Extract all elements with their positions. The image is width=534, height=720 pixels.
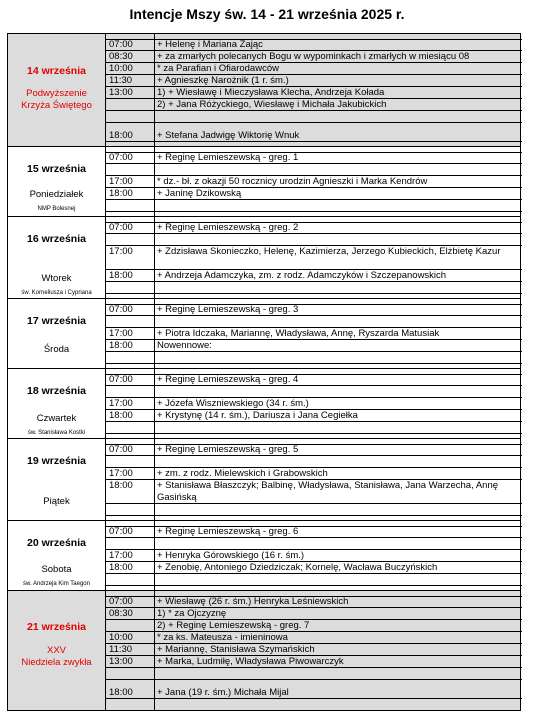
mass-intention-row <box>105 130 522 142</box>
mass-intention-row <box>105 304 522 316</box>
mass-intention-row <box>105 316 522 328</box>
day-label-cell <box>8 33 105 146</box>
mass-time: 18:00 <box>109 130 133 141</box>
day-name: Krzyża Świętego <box>21 100 92 111</box>
day-block <box>8 146 520 216</box>
mass-time: 18:00 <box>109 410 133 421</box>
mass-time: 18:00 <box>109 188 133 199</box>
mass-time: 07:00 <box>109 222 133 233</box>
day-name: Środa <box>43 344 70 355</box>
mass-intention-row <box>105 152 522 164</box>
intention-text: * za Parafian i Ofiarodawców <box>157 63 279 74</box>
mass-intention-row <box>105 444 522 456</box>
intention-text: + Agnieszkę Narożnik (1 r. śm.) <box>157 75 289 86</box>
mass-intention-row <box>105 386 522 398</box>
intention-text: + Stanisława Błaszczyk; Balbinę, Władysława, Stanisława, Jana Warzecha, Annę Gasińską <box>157 480 499 503</box>
column-divider <box>105 438 106 520</box>
mass-intention-row <box>105 620 522 632</box>
mass-time: 08:30 <box>109 51 133 62</box>
row-divider <box>105 39 522 40</box>
intention-text: + Wiesławę (26 r. śm.) Henryka Leśniewskich <box>157 596 349 607</box>
mass-intention-row <box>105 246 522 270</box>
mass-intention-row <box>105 111 522 123</box>
day-patron: NMP Bolesnej <box>37 206 76 212</box>
mass-intention-row <box>105 504 522 516</box>
intention-text: + Henryka Górowskiego (16 r. śm.) <box>157 550 305 561</box>
column-divider <box>154 520 155 590</box>
row-divider <box>105 526 522 527</box>
mass-time: 11:30 <box>109 75 133 86</box>
mass-intention-row <box>105 632 522 644</box>
intention-text: Nowennowe: <box>157 340 212 351</box>
day-label-cell <box>8 590 105 711</box>
mass-time: 11:30 <box>109 644 133 655</box>
mass-time: 18:00 <box>109 687 133 698</box>
intention-text: * za ks. Mateusza - imieninowa <box>157 632 288 643</box>
intention-text: + Mariannę, Stanisława Szymańskich <box>157 644 315 655</box>
mass-intention-row <box>105 222 522 234</box>
mass-intention-row <box>105 422 522 434</box>
day-date: 21 września <box>27 621 86 633</box>
mass-time: 10:00 <box>109 63 133 74</box>
day-date: 14 września <box>27 65 86 77</box>
day-label-cell <box>8 438 105 520</box>
mass-time: 18:00 <box>109 270 133 281</box>
day-date: 16 września <box>27 233 86 245</box>
mass-time: 13:00 <box>109 87 133 98</box>
intention-text: + Reginę Lemieszewską - greg. 5 <box>157 444 299 455</box>
intention-text: + Piotra Idczaka, Mariannę, Władysława, Annę, Ryszarda Matusiak <box>157 328 440 339</box>
row-divider <box>105 374 522 375</box>
mass-intention-row <box>105 87 522 99</box>
day-patron: św. Stanisława Kostki <box>27 430 86 436</box>
mass-intention-row <box>105 562 522 574</box>
day-name: XXV <box>46 645 66 656</box>
mass-time: 07:00 <box>109 39 133 50</box>
intention-text: + za zmarłych polecanych Bogu w wypominkach i zmarłych w miesiącu 08 <box>157 51 470 62</box>
mass-intention-row <box>105 574 522 586</box>
day-label-cell <box>8 216 105 298</box>
intention-text: + Krystynę (14 r. śm.), Dariusza i Jana Cegiełka <box>157 410 358 421</box>
mass-time: 10:00 <box>109 632 133 643</box>
mass-intention-row <box>105 398 522 410</box>
day-date: 15 września <box>27 163 86 175</box>
intention-text: + Reginę Lemieszewską - greg. 3 <box>157 304 299 315</box>
mass-intention-row <box>105 410 522 422</box>
column-divider <box>154 368 155 438</box>
mass-intention-row <box>105 526 522 538</box>
mass-intention-row <box>105 270 522 282</box>
intention-text: 2) + Reginę Lemieszewską - greg. 7 <box>157 620 310 631</box>
page-title: Intencje Mszy św. 14 - 21 września 2025 r. <box>129 6 405 22</box>
mass-intention-row <box>105 39 522 51</box>
day-name: Podwyższenie <box>26 88 87 99</box>
table-bottom-border <box>8 710 520 711</box>
mass-intention-row <box>105 188 522 200</box>
intention-text: + Zdzisława Skonieczko, Helenę, Kazimierza, Jerzego Kubieckich, Elżbietę Kazur <box>157 246 501 257</box>
day-patron: św. Korneliusza i Cypriana <box>21 290 92 296</box>
column-divider <box>154 146 155 216</box>
intention-text: + Jana (19 r. śm.) Michała Mijal <box>157 687 289 698</box>
mass-time: 17:00 <box>109 468 133 479</box>
intention-text: * dz.- bł. z okazji 50 rocznicy urodzin Agnieszki i Marka Kendrów <box>157 176 428 187</box>
day-patron: św. Andrzeja Kim Taegon <box>23 581 90 587</box>
intention-text: 1) + Wiesławę i Mieczysława Klecha, Andrzeja Kołada <box>157 87 385 98</box>
mass-time: 08:30 <box>109 608 133 619</box>
intention-text: + Janinę Dzikowską <box>157 188 242 199</box>
day-name: Czwartek <box>36 413 77 424</box>
intention-text: + Zenobię, Antoniego Dziedziczak; Kornelę, Wacława Buczyńskich <box>157 562 438 573</box>
mass-time: 18:00 <box>109 562 133 573</box>
row-divider <box>105 596 522 597</box>
mass-intention-row <box>105 668 522 680</box>
mass-intention-row <box>105 176 522 188</box>
day-label-cell <box>8 368 105 438</box>
mass-intention-row <box>105 352 522 364</box>
mass-time: 13:00 <box>109 656 133 667</box>
day-name: Sobota <box>41 564 72 575</box>
mass-intention-row <box>105 328 522 340</box>
mass-intention-row <box>105 456 522 468</box>
mass-intention-row <box>105 234 522 246</box>
mass-time: 18:00 <box>109 340 133 351</box>
row-divider <box>105 222 522 223</box>
mass-time: 18:00 <box>109 480 133 491</box>
intention-text: + Stefana Jadwigę Wiktorię Wnuk <box>157 130 300 141</box>
day-block <box>8 298 520 368</box>
intention-text: + Reginę Lemieszewską - greg. 1 <box>157 152 299 163</box>
row-divider <box>105 444 522 445</box>
column-divider <box>154 590 155 711</box>
column-divider <box>105 368 106 438</box>
mass-intention-row <box>105 340 522 352</box>
column-divider <box>105 590 106 711</box>
column-divider <box>105 298 106 368</box>
mass-intention-row <box>105 75 522 87</box>
mass-time: 17:00 <box>109 246 133 257</box>
column-divider <box>105 520 106 590</box>
mass-time: 17:00 <box>109 550 133 561</box>
mass-time: 17:00 <box>109 398 133 409</box>
day-date: 20 września <box>27 537 86 549</box>
mass-intention-row <box>105 164 522 176</box>
day-label-cell <box>8 298 105 368</box>
day-label-cell <box>8 520 105 590</box>
day-date: 19 września <box>27 455 86 467</box>
column-divider <box>105 216 106 298</box>
mass-time: 17:00 <box>109 176 133 187</box>
mass-intention-row <box>105 282 522 294</box>
mass-time: 07:00 <box>109 304 133 315</box>
mass-time: 07:00 <box>109 152 133 163</box>
mass-intention-row <box>105 538 522 550</box>
day-label-cell <box>8 146 105 216</box>
mass-intention-row <box>105 550 522 562</box>
mass-time: 07:00 <box>109 596 133 607</box>
column-divider <box>105 33 106 146</box>
day-block <box>8 216 520 298</box>
intention-text: 2) + Jana Różyckiego, Wiesławę i Michała Jakubickich <box>157 99 387 110</box>
mass-intention-row <box>105 644 522 656</box>
mass-intention-row <box>105 480 522 504</box>
day-date: 17 września <box>27 315 86 327</box>
mass-intention-row <box>105 596 522 608</box>
column-divider <box>154 438 155 520</box>
column-divider <box>154 33 155 146</box>
day-name: Niedziela zwykła <box>21 657 92 668</box>
day-block <box>8 520 520 590</box>
day-block <box>8 438 520 520</box>
mass-time: 07:00 <box>109 444 133 455</box>
mass-intention-row <box>105 200 522 212</box>
intention-text: + Reginę Lemieszewską - greg. 4 <box>157 374 299 385</box>
intention-text: + Reginę Lemieszewską - greg. 6 <box>157 526 299 537</box>
day-block <box>8 33 520 146</box>
mass-intention-row <box>105 51 522 63</box>
mass-time: 07:00 <box>109 374 133 385</box>
row-divider <box>105 304 522 305</box>
intention-text: + Marka, Ludmiłę, Władysława Piwowarczyk <box>157 656 344 667</box>
mass-intention-row <box>105 687 522 699</box>
intention-text: 1) * za Ojczyznę <box>157 608 227 619</box>
day-name: Piątek <box>43 496 70 507</box>
column-divider <box>105 146 106 216</box>
day-block <box>8 368 520 438</box>
mass-time: 07:00 <box>109 526 133 537</box>
intention-text: + zm. z rodz. Mielewskich i Grabowskich <box>157 468 328 479</box>
mass-time: 17:00 <box>109 328 133 339</box>
column-divider <box>154 298 155 368</box>
mass-intention-row <box>105 656 522 668</box>
intention-text: + Józefa Wiszniewskiego (34 r. śm.) <box>157 398 309 409</box>
column-divider <box>154 216 155 298</box>
intention-text: + Andrzeja Adamczyka, zm. z rodz. Adamczyków i Szczepanowskich <box>157 270 447 281</box>
mass-intention-row <box>105 468 522 480</box>
mass-intention-row <box>105 608 522 620</box>
mass-intention-row <box>105 374 522 386</box>
mass-intention-row <box>105 99 522 111</box>
day-date: 18 września <box>27 385 86 397</box>
schedule-table <box>7 33 521 711</box>
intention-text: + Reginę Lemieszewską - greg. 2 <box>157 222 299 233</box>
day-name: Poniedziałek <box>29 189 84 200</box>
intention-text: + Helenę i Mariana Zając <box>157 39 263 50</box>
day-block <box>8 590 520 711</box>
mass-intention-row <box>105 63 522 75</box>
day-name: Wtorek <box>41 273 72 284</box>
row-divider <box>105 152 522 153</box>
